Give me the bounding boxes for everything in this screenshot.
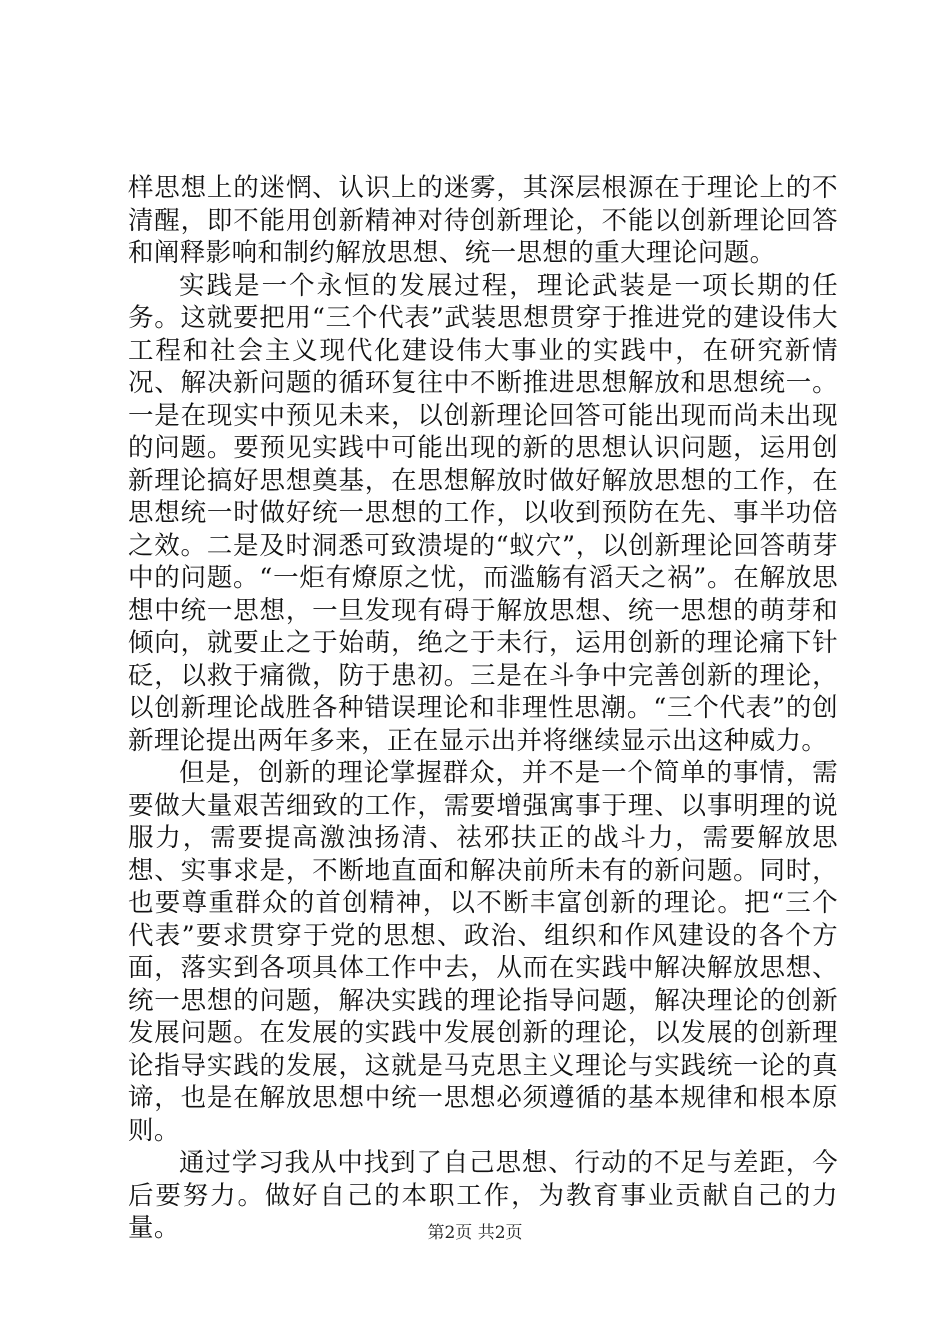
- body-paragraph-4: 通过学习我从中找到了自己思想、行动的不足与差距，今后要努力。做好自己的本职工作，为教育事业贡献自己的力量。: [128, 1148, 838, 1243]
- document-body: [128, 172, 838, 1245]
- body-paragraph-1: 样思想上的迷惘、认识上的迷雾，其深层根源在于理论上的不清醒，即不能用创新精神对待创新理论，不能以创新理论回答和阐释影响和制约解放思想、统一思想的重大理论问题。: [128, 173, 838, 268]
- body-paragraph-3: 但是，创新的理论掌握群众，并不是一个简单的事情，需要做大量艰苦细致的工作，需要增强寓事于理、以事明理的说服力，需要提高激浊扬清、祛邪扶正的战斗力，需要解放思想、实事求是，不断地直面和解决前所未有的新问题。同时，也要尊重群众的首创精神，以不断丰富创新的理论。把“三个代表”要求贯穿于党的思想、政治、组织和作风建设的各个方面，落实到各项具体工作中去，从而在实践中解决解放思想、统一思想的问题，解决实践的理论指导问题，解决理论的创新发展问题。在发展的实践中发展创新的理论，以发展的创新理论指导实践的发展，这就是马克思主义理论与实践统一论的真谛，也是在解放思想中统一思想必须遵循的基本规律和根本原则。: [128, 758, 838, 1146]
- page-number-footer: 第2页 共2页: [427, 1223, 523, 1243]
- body-paragraph-2: 实践是一个永恒的发展过程，理论武装是一项长期的任务。这就要把用“三个代表”武装思想贯穿于推进党的建设伟大工程和社会主义现代化建设伟大事业的实践中，在研究新情况、解决新问题的循环复往中不断推进思想解放和思想统一。一是在现实中预见未来，以创新理论回答可能出现而尚未出现的问题。要预见实践中可能出现的新的思想认识问题，运用创新理论搞好思想奠基，在思想解放时做好解放思想的工作，在思想统一时做好统一思想的工作，以收到预防在先、事半功倍之效。二是及时洞悉可致溃堤的“蚁穴”，以创新理论回答萌芽中的问题。“一炬有燎原之忧，而滥觞有滔天之祸”。在解放思想中统一思想，一旦发现有碍于解放思想、统一思想的萌芽和倾向，就要止之于始萌，绝之于未行，运用创新的理论痛下针砭，以救于痛微，防于患初。三是在斗争中完善创新的理论，以创新理论战胜各种错误理论和非理性思潮。“三个代表”的创新理论提出两年多来，正在显示出并将继续显示出这种威力。: [128, 270, 838, 756]
